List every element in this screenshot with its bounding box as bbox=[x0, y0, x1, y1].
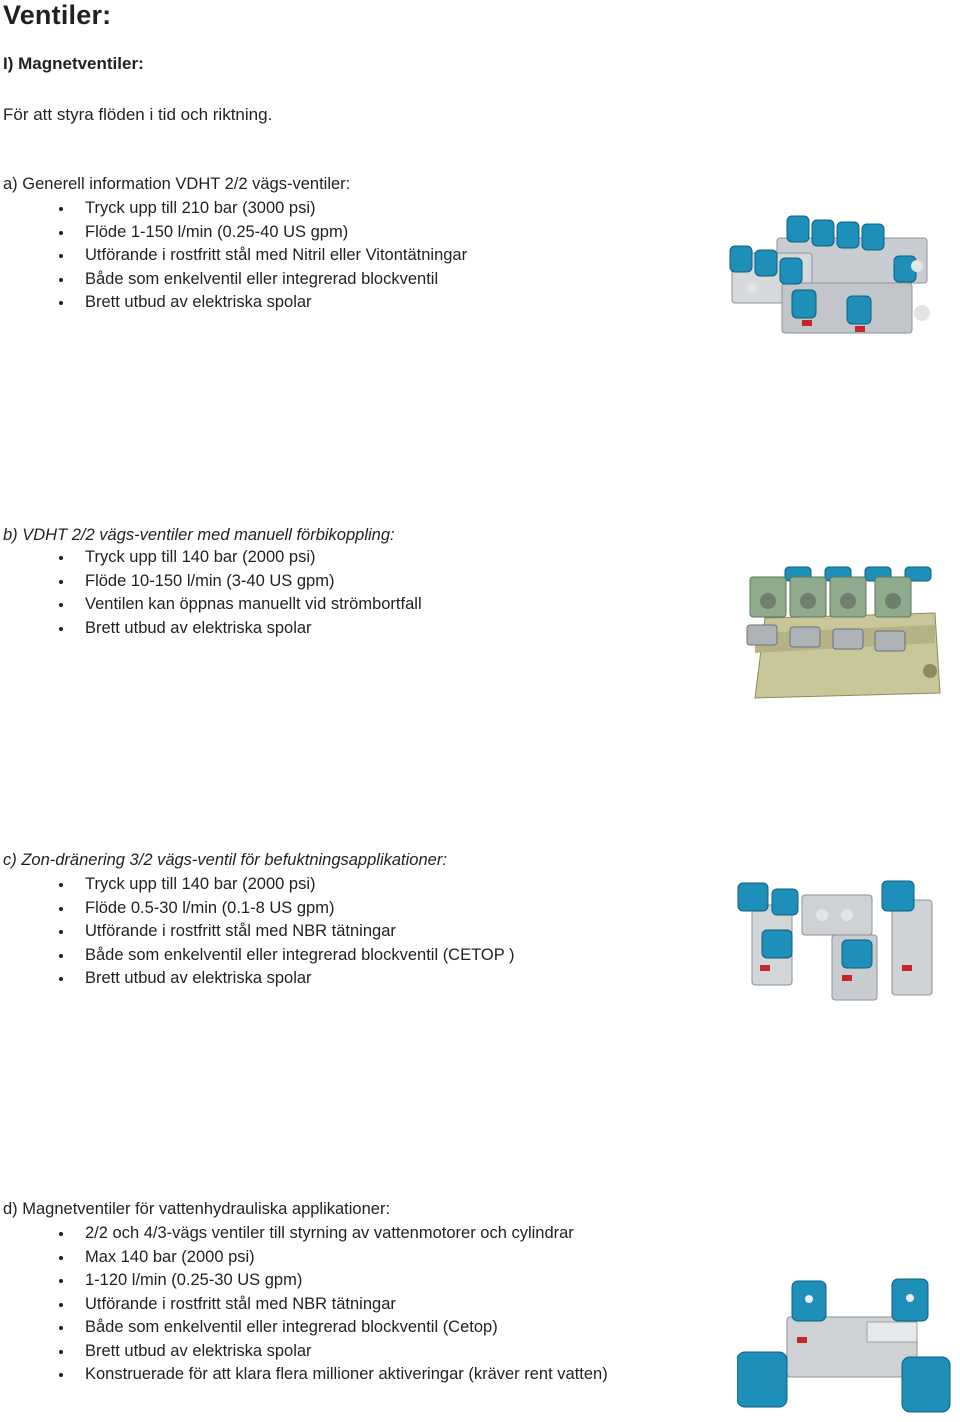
list-item: Flöde 10-150 l/min (3-40 US gpm) bbox=[0, 570, 422, 594]
section-b-list bbox=[0, 546, 422, 640]
list-item: Brett utbud av elektriska spolar bbox=[0, 291, 467, 315]
valve-block-photo bbox=[722, 208, 952, 348]
list-item: Utförande i rostfritt stål med NBR tätningar bbox=[0, 1293, 608, 1317]
section-d-list bbox=[0, 1222, 608, 1387]
list-item: Tryck upp till 140 bar (2000 psi) bbox=[0, 546, 422, 570]
list-item: Tryck upp till 210 bar (3000 psi) bbox=[0, 197, 467, 221]
list-item: Brett utbud av elektriska spolar bbox=[0, 617, 422, 641]
section-a-title: a) Generell information VDHT 2/2 vägs-ventiler: bbox=[3, 175, 351, 193]
section-d-title: d) Magnetventiler för vattenhydrauliska applikationer: bbox=[3, 1200, 391, 1218]
water-hydraulic-valve-photo bbox=[737, 1277, 955, 1417]
list-item: Tryck upp till 140 bar (2000 psi) bbox=[0, 873, 515, 897]
zone-drain-valve-photo bbox=[732, 875, 947, 1005]
list-item: Utförande i rostfritt stål med NBR tätningar bbox=[0, 920, 515, 944]
list-item: Max 140 bar (2000 psi) bbox=[0, 1246, 608, 1270]
page-title: Ventiler: bbox=[3, 0, 112, 30]
section-c-list bbox=[0, 873, 515, 991]
list-item: Flöde 0.5-30 l/min (0.1-8 US gpm) bbox=[0, 897, 515, 921]
intro-text: För att styra flöden i tid och riktning. bbox=[3, 105, 273, 124]
list-item: Brett utbud av elektriska spolar bbox=[0, 967, 515, 991]
list-item: Både som enkelventil eller integrerad blockventil (Cetop) bbox=[0, 1316, 608, 1340]
list-item: 2/2 och 4/3-vägs ventiler till styrning av vattenmotorer och cylindrar bbox=[0, 1222, 608, 1246]
section-c-title: c) Zon-dränering 3/2 vägs-ventil för befuktningsapplikationer: bbox=[3, 851, 447, 869]
section-a-list bbox=[0, 197, 467, 315]
list-item: 1-120 l/min (0.25-30 US gpm) bbox=[0, 1269, 608, 1293]
list-item: Brett utbud av elektriska spolar bbox=[0, 1340, 608, 1364]
list-item: Utförande i rostfritt stål med Nitril eller Vitontätningar bbox=[0, 244, 467, 268]
list-item: Konstruerade för att klara flera millioner aktiveringar (kräver rent vatten) bbox=[0, 1363, 608, 1387]
section-b-title: b) VDHT 2/2 vägs-ventiler med manuell förbikoppling: bbox=[3, 526, 395, 544]
list-item: Både som enkelventil eller integrerad blockventil (CETOP ) bbox=[0, 944, 515, 968]
list-item: Ventilen kan öppnas manuellt vid strömbortfall bbox=[0, 593, 422, 617]
manual-override-valve-photo bbox=[735, 563, 945, 703]
section-heading: I) Magnetventiler: bbox=[3, 54, 144, 73]
list-item: Flöde 1-150 l/min (0.25-40 US gpm) bbox=[0, 221, 467, 245]
list-item: Både som enkelventil eller integrerad blockventil bbox=[0, 268, 467, 292]
